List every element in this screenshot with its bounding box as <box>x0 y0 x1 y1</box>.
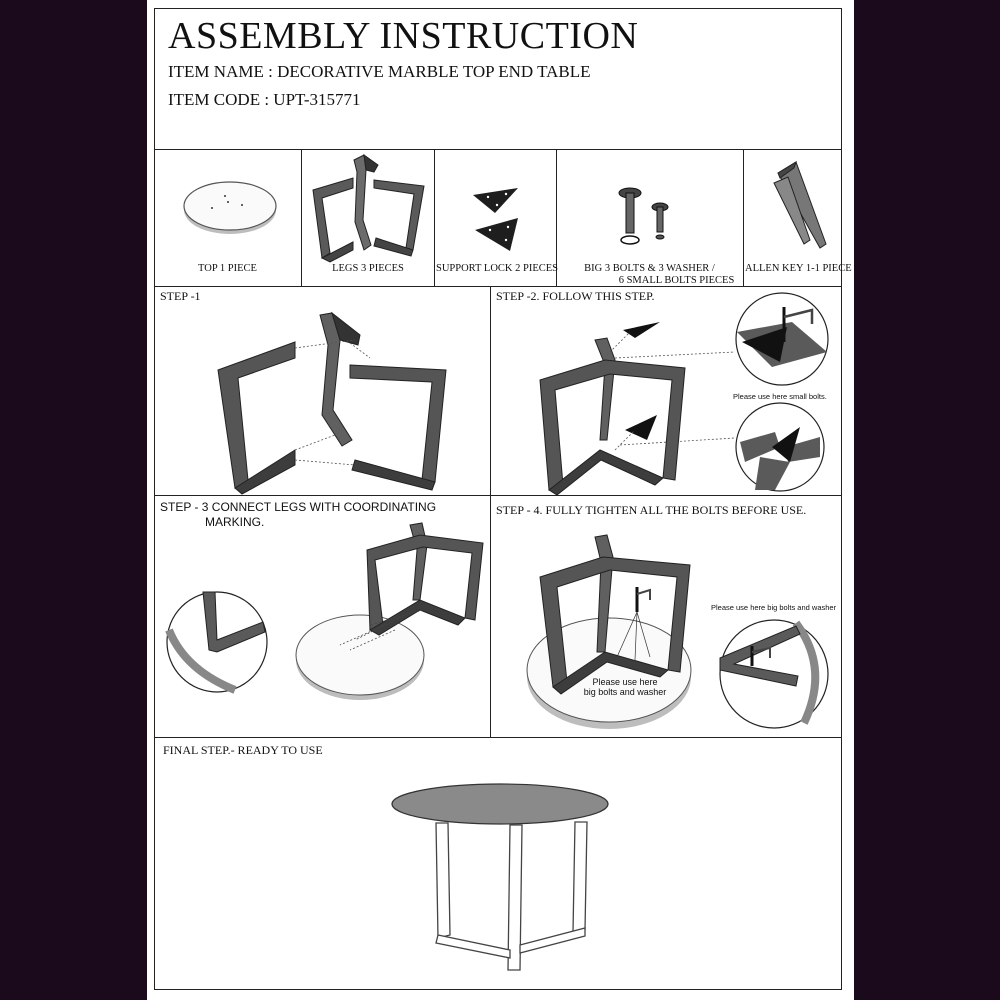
item-code: ITEM CODE : UPT-315771 <box>168 90 361 109</box>
step4-illustration <box>525 532 695 732</box>
item-name: ITEM NAME : DECORATIVE MARBLE TOP END TABLE <box>168 62 591 81</box>
step2-detail-top <box>732 292 832 387</box>
part-label-bolts <box>558 263 741 287</box>
part-label-allen-key: ALLEN KEY 1-1 PIECE <box>745 263 852 274</box>
step1-illustration <box>210 310 460 490</box>
divider-steps-3-4 <box>154 737 842 738</box>
step4-detail <box>718 618 830 730</box>
step1-label: STEP -1 <box>160 289 201 303</box>
step3-detail <box>165 590 275 695</box>
step2-detail-bottom <box>730 402 830 492</box>
step4-note-center <box>580 677 670 697</box>
part-label-bolts-line1: BIG 3 BOLTS & 3 WASHER / <box>584 263 715 274</box>
step2-label: STEP -2. FOLLOW THIS STEP. <box>496 289 655 303</box>
divider-steps-1-2 <box>154 495 842 496</box>
bolts-washer-icon <box>612 183 682 248</box>
step4-note-top: Please use here big bolts and washer <box>711 603 837 612</box>
divider-step-columns <box>490 286 491 737</box>
round-tabletop-icon <box>180 178 280 243</box>
step3-label-line2: MARKING. <box>205 515 265 529</box>
divider-part-2 <box>434 149 435 286</box>
part-label-support-lock: SUPPORT LOCK 2 PIECES <box>436 263 558 274</box>
divider-part-4 <box>743 149 744 286</box>
step4-note-line1: Please use here <box>592 677 658 687</box>
final-step-label: FINAL STEP.- READY TO USE <box>163 743 323 757</box>
step4-label: STEP - 4. FULLY TIGHTEN ALL THE BOLTS BEFORE USE. <box>496 503 807 517</box>
part-label-legs: LEGS 3 PIECES <box>332 263 404 274</box>
part-label-top: TOP 1 PIECE <box>198 263 257 274</box>
step3-illustration <box>295 515 490 705</box>
step2-frame-illustration <box>535 310 705 490</box>
divider-part-1 <box>301 149 302 286</box>
support-lock-icon <box>470 185 525 255</box>
step3-label-line1: STEP - 3 CONNECT LEGS WITH COORDINATING <box>160 500 437 514</box>
step2-note: Please use here small bolts. <box>733 392 827 401</box>
final-table-illustration <box>390 780 620 975</box>
allen-key-icon <box>768 158 838 253</box>
part-label-bolts-line2: 6 SMALL BOLTS PIECES <box>618 275 735 286</box>
page-title: ASSEMBLY INSTRUCTION <box>168 15 639 57</box>
divider-header <box>154 149 842 150</box>
step4-note-line2: big bolts and washer <box>583 687 667 697</box>
table-legs-icon <box>308 150 428 260</box>
